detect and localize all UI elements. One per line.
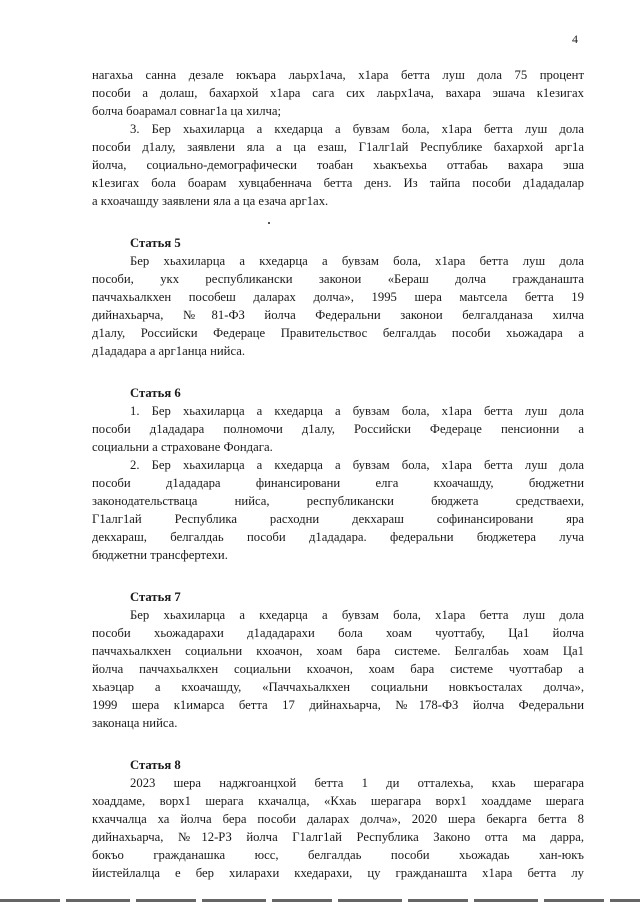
paragraph [92, 402, 584, 456]
text-line: Бер хьахиларца а кхедарца а бувзам бола, х1ара бетта луш дола [130, 608, 584, 622]
text-line: кхаччалца ха йолча бера пособи даларах долча», 2020 шера бекарга бетта 8 [92, 812, 584, 826]
page-bottom-border [0, 899, 640, 902]
paragraph [92, 66, 584, 120]
text-line: 1999 шера к1имарса бетта 17 дийнахьарча, №178-ФЗ йолча Федеральни [92, 698, 584, 712]
text-line: к1езигах бола боарам хувцабеннача бетта денз. Из тайпа пособи д1ададалар [92, 176, 584, 190]
text-line: пособи д1ададара финансировани елга кхоачашду, бюджетни [92, 476, 584, 490]
paragraph [92, 120, 584, 210]
paragraph [92, 252, 584, 360]
paragraph [92, 456, 584, 564]
text-line: бокъо гражданашка юсс, белгалдаь пособи хьожадаь хан-юкъ [92, 848, 584, 862]
text-line: дийнахьарча, №81-ФЗ йолча Федеральни законои белгалданаза хилча [92, 308, 584, 322]
text-line: пособи д1ададара полномочи д1алу, Российски Федераце пенсионни а [92, 422, 584, 436]
article-heading: Статья 6 [130, 386, 181, 400]
section-spacer [92, 360, 584, 384]
text-line: хьаэцар а кхоачашду, «Паччахьалкхен социальни новкъосталах долча», [92, 680, 584, 694]
text-line: йолча паччахьалкхен социальни кхоачон, хоам бара системе чуоттабар а [92, 662, 584, 676]
text-line: д1алу, Российски Федераце Правительствос белгалдаь пособи хьожадара а [92, 326, 584, 340]
text-line: бюджетни трансфертехи. [92, 548, 228, 562]
text-line: йолча, социально-демографически тоабан хьакъехьа оттабаь вахара эша [92, 158, 584, 172]
document-body [92, 66, 584, 882]
text-line: 3. Бер хьахиларца а кхедарца а бувзам бола, х1ара бетта луш дола [130, 122, 584, 136]
section-spacer [92, 564, 584, 588]
text-line: д1ададара а арг1анца нийса. [92, 344, 246, 358]
article-heading: Статья 7 [130, 590, 181, 604]
text-line: законодательстваца нийса, республикански бюджета средстваехи, [92, 494, 584, 508]
article-heading: Статья 8 [130, 758, 181, 772]
section-spacer [92, 210, 584, 234]
text-line: нагахьа санна дезале юкъара лаьрх1ача, х1ара бетта луш дола 75 процент [92, 68, 584, 82]
text-line: Бер хьахиларца а кхедарца а бувзам бола, х1ара бетта луш дола [130, 254, 584, 268]
text-line: Г1алг1ай Республика расходни декхараш софинансировани яра [92, 512, 584, 526]
article-heading: Статья 5 [130, 236, 181, 250]
text-line: паччахьалкхен социальни кхоачон, хоам бара системе. Белгалбаь хоам Ца1 [92, 644, 584, 658]
text-line: пособи, укх республикански законои «Бераш долча гражданашта [92, 272, 584, 286]
text-line: пособи д1алу, заявлени яла а ца езаш, Г1алг1ай Республике бахархой арг1а [92, 140, 584, 154]
text-line: хоаддаме, ворх1 шерага кхачалца, «Кхаь шерагара ворх1 хоаддаме шерага [92, 794, 584, 808]
text-line: законаца нийса. [92, 716, 178, 730]
text-line: пособи хьожадарахи д1ададарахи бола хоам чуоттабу, Ца1 йолча [92, 626, 584, 640]
text-line: социальни а страховане Фондага. [92, 440, 273, 454]
text-line: дийнахьарча, №12-РЗ йолча Г1алг1ай Республика Законо отта ма дарра, [92, 830, 584, 844]
text-line: 2023 шера наджгоанцхой бетта 1 ди отталехьа, кхаь шерагара [130, 776, 584, 790]
page-number: 4 [572, 32, 578, 46]
text-line: пособи а долаш, бахархой х1ара сага сих лаьрх1ача, вахара эшача к1езигах [92, 86, 584, 100]
text-line: а кхоачашду заявлени яла а ца езача арг1ах. [92, 194, 329, 208]
paragraph [92, 606, 584, 732]
text-line: декхараш, белгалдаь пособи д1ададара. федеральни бюджетера луча [92, 530, 584, 544]
text-line: йистейлалца е бер хиларахи кхедарахи, цу гражданашта х1ара бетта лу [92, 866, 584, 880]
text-line: 2. Бер хьахиларца а кхедарца а бувзам бола, х1ара бетта луш дола [130, 458, 584, 472]
text-line: болча боарамал совнаг1а ца хилча; [92, 104, 282, 118]
paragraph [92, 774, 584, 882]
text-line: паччахьалкхен пособеш даларах долча», 1995 шера маьтсела бетта 19 [92, 290, 584, 304]
text-line: 1. Бер хьахиларца а кхедарца а бувзам бола, х1ара бетта луш дола [130, 404, 584, 418]
section-spacer [92, 732, 584, 756]
